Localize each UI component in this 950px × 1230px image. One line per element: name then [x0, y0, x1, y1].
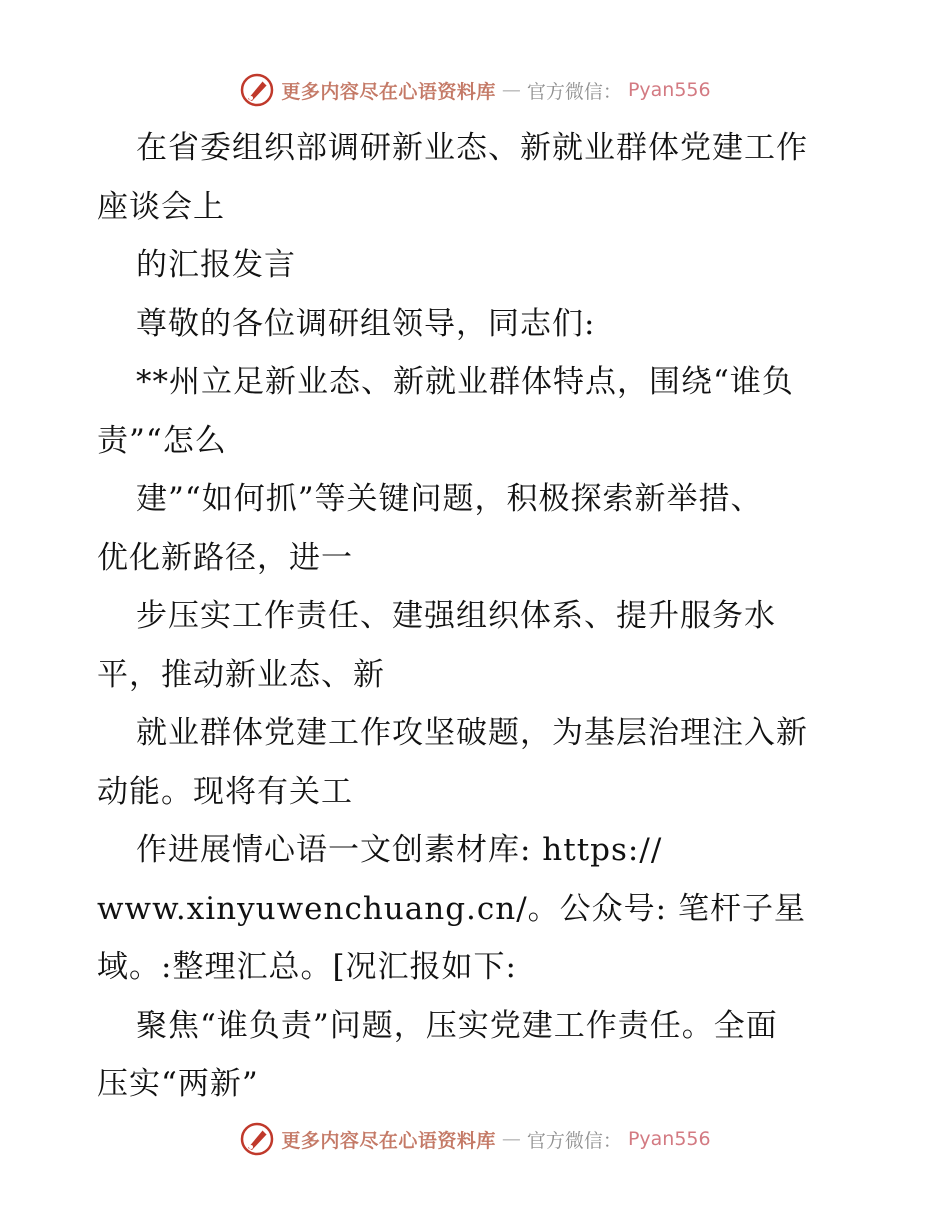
doc-line: 步压实工作责任、建强组织体系、提升服务水	[136, 598, 776, 634]
doc-line: 聚焦“谁负责”问题，压实党建工作责任。全面	[136, 1007, 778, 1044]
watermark-content	[239, 72, 710, 108]
watermark-content	[239, 1121, 710, 1157]
doc-line: 作进展情心语一文创素材库: https://	[136, 832, 663, 868]
watermark-label: 官方微信：	[526, 1129, 622, 1152]
doc-line: 动能。现将有关工	[97, 773, 353, 810]
doc-line: www.xinyuwenchuang.cn/。公众号: 笔杆子星	[97, 890, 806, 927]
doc-line: 平，推动新业态、新	[97, 656, 385, 693]
document-body	[97, 119, 867, 1114]
doc-line: 尊敬的各位调研组领导，同志们:	[136, 305, 596, 342]
watermark-wechat-id: Pyan556	[627, 1128, 711, 1150]
pen-seal-logo-icon	[239, 1121, 275, 1157]
doc-line: 优化新路径，进一	[97, 539, 353, 576]
watermark-wechat-id: Pyan556	[627, 79, 711, 101]
footer-watermark-banner	[0, 1119, 950, 1159]
watermark-separator: —	[501, 1128, 521, 1150]
doc-line: 域。:整理汇总。[况汇报如下:	[97, 949, 517, 985]
watermark-label: 官方微信：	[526, 80, 622, 103]
doc-line: 建”“如何抓”等关键问题，积极探索新举措、	[136, 481, 763, 517]
doc-line: 的汇报发言	[136, 247, 296, 283]
header-watermark-banner	[0, 70, 950, 110]
watermark-brand: 更多内容尽在心语资料库	[281, 80, 496, 103]
doc-line: 在省委组织部调研新业态、新就业群体党建工作	[136, 130, 808, 166]
doc-line: 压实“两新”	[97, 1066, 259, 1102]
watermark-separator: —	[501, 79, 521, 101]
doc-line: 座谈会上	[97, 188, 225, 225]
watermark-brand: 更多内容尽在心语资料库	[281, 1129, 496, 1152]
doc-line: **州立足新业态、新就业群体特点，围绕“谁负	[136, 364, 794, 400]
doc-line: 责”“怎么	[97, 422, 227, 459]
doc-line: 就业群体党建工作攻坚破题，为基层治理注入新	[136, 715, 808, 751]
pen-seal-logo-icon	[239, 72, 275, 108]
